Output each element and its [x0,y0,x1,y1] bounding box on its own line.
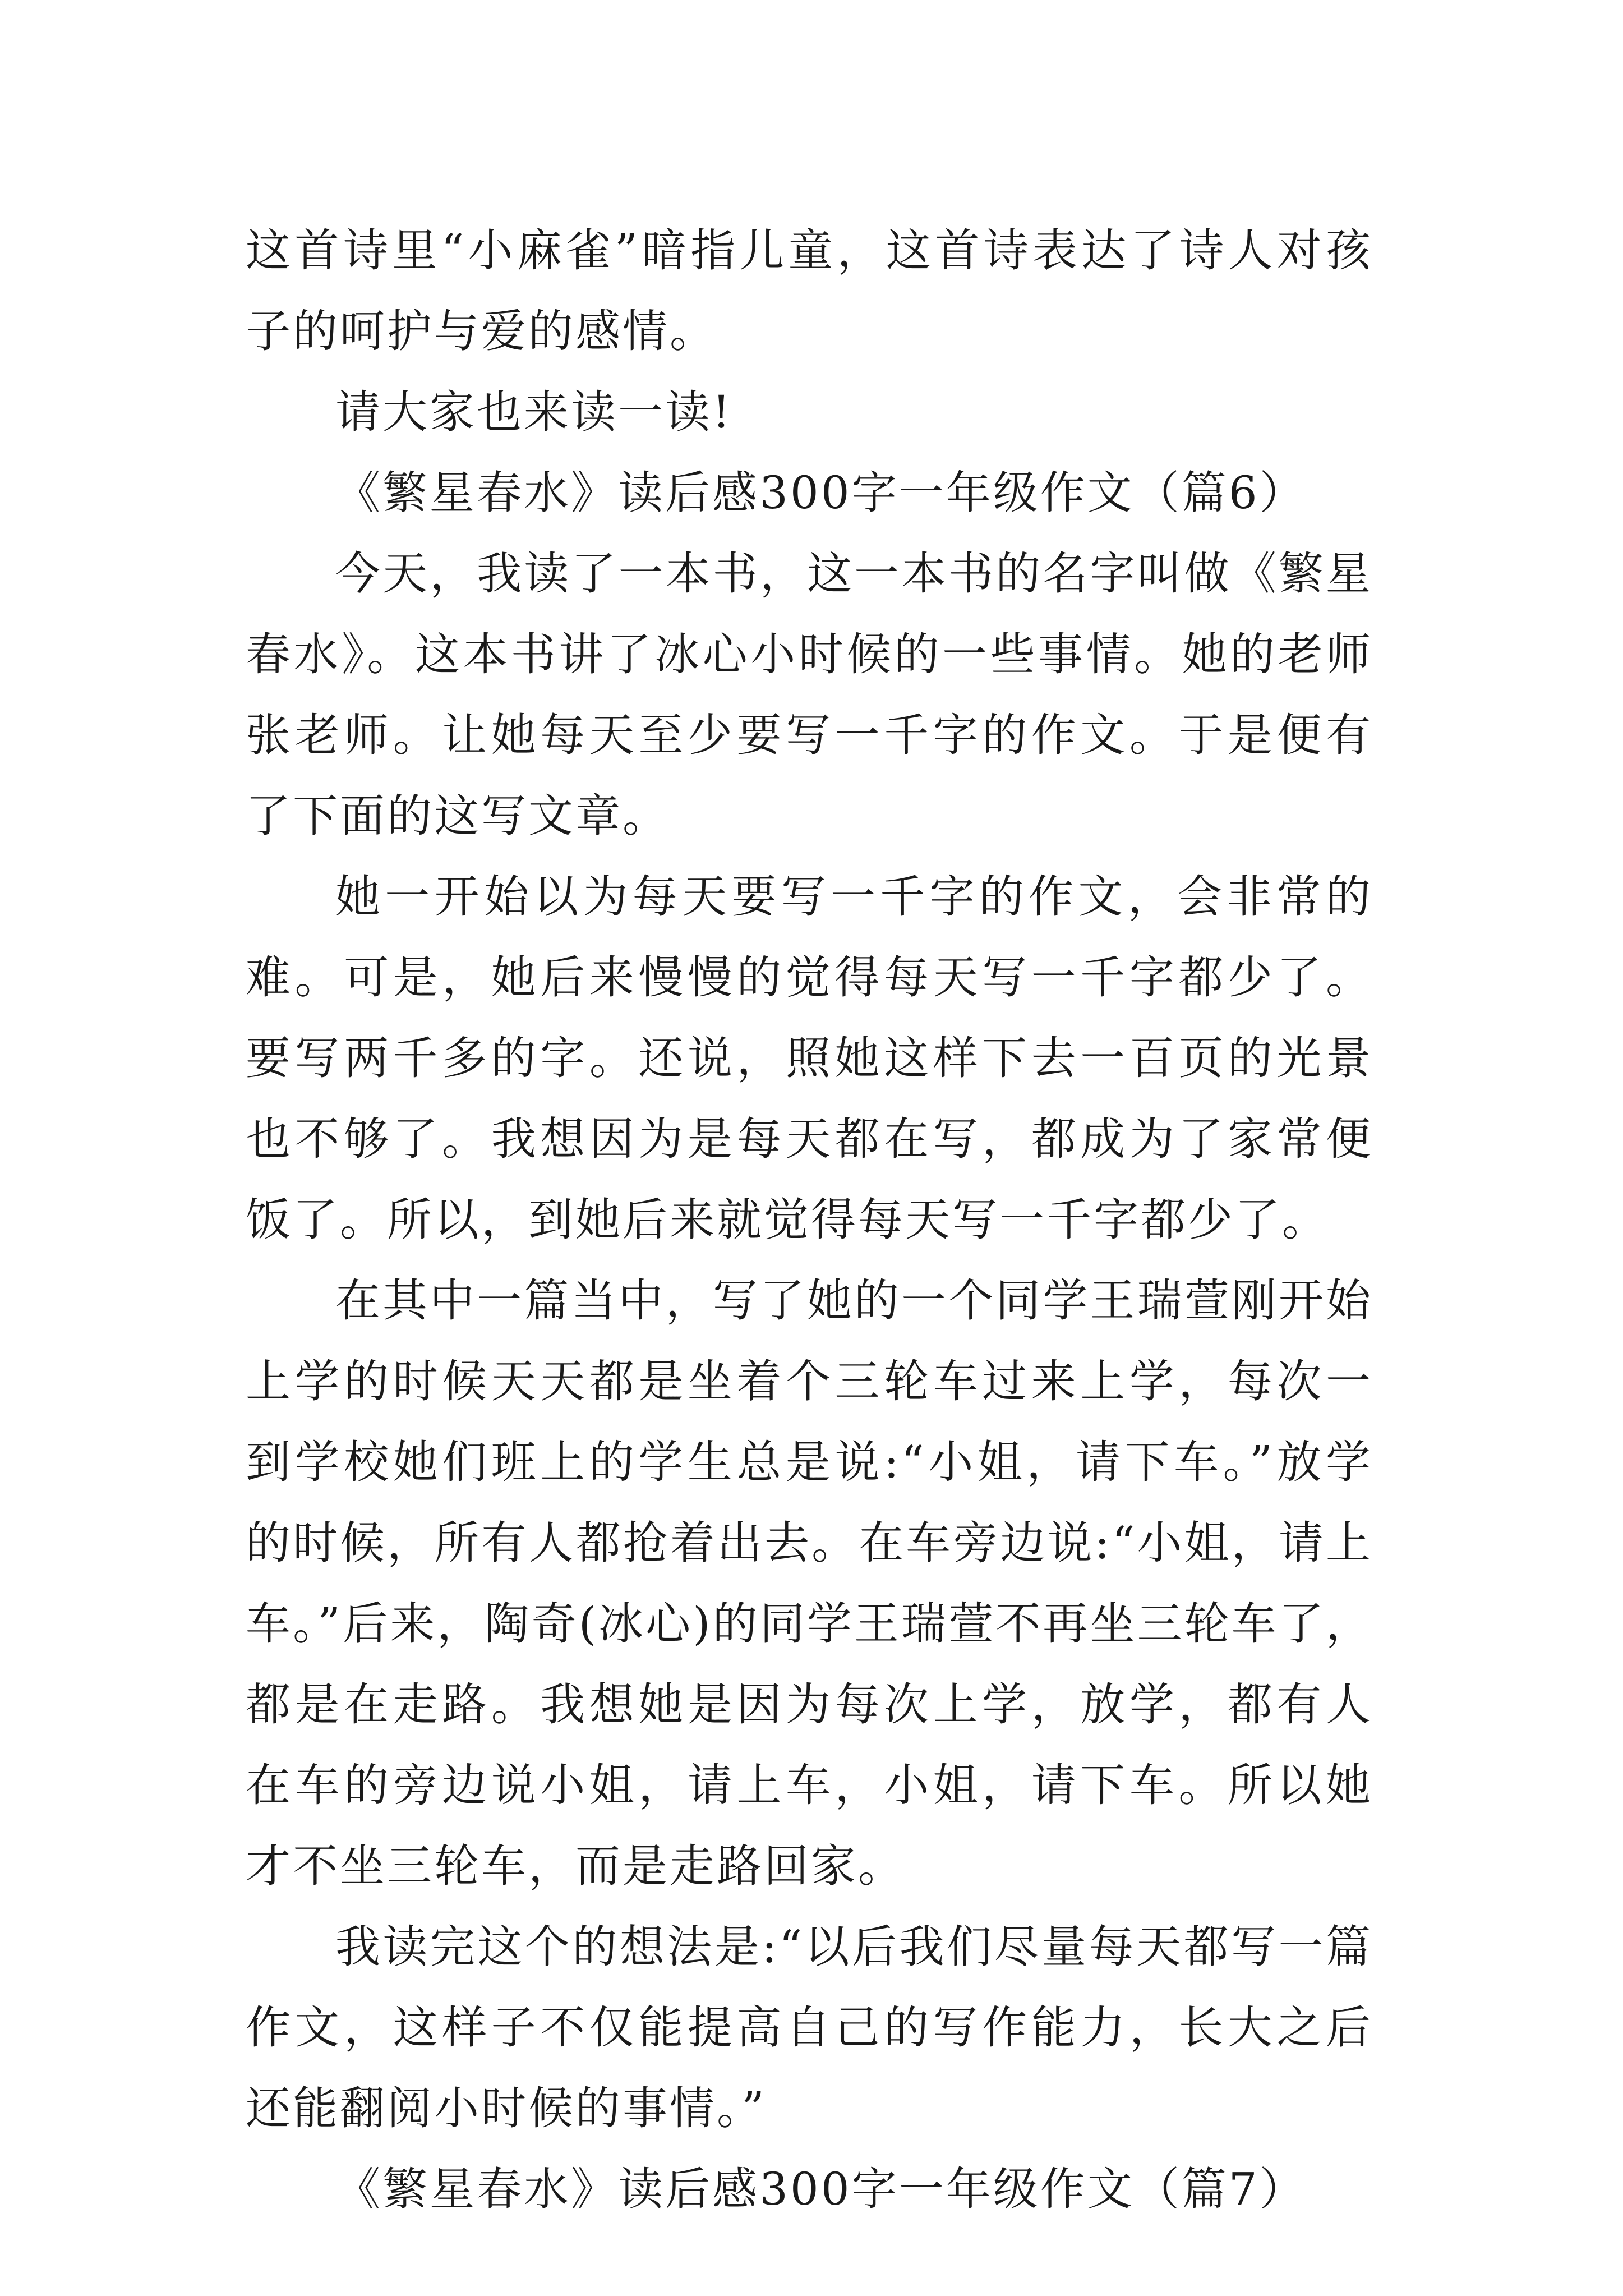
paragraph-book-intro: 今天，我读了一本书，这一本书的名字叫做《繁星春水》。这本书讲了冰心小时候的一些事情。她的老师张老师。让她每天至少要写一千字的作文。于是便有了下面的这写文章。 [246,547,1373,842]
paragraph-invitation: 请大家也来读一读! [335,386,733,438]
essay-heading-6: 《繁星春水》读后感300字一年级作文（篇6） [335,467,1307,519]
document-body [246,210,1373,2230]
essay-heading-7: 《繁星春水》读后感300字一年级作文（篇7） [335,2163,1307,2215]
paragraph-classmate-story: 在其中一篇当中，写了她的一个同学王瑞萱刚开始上学的时候天天都是坐着个三轮车过来上学，每次一到学校她们班上的学生总是说:“小姐，请下车。”放学的时候，所有人都抢着出去。在车旁边说:“小姐，请上车。”后来，陶奇(冰心)的同学王瑞萱不再坐三轮车了，都是在走路。我想她是因为每次上学，放学，都有人在车的旁边说小姐，请上车，小姐，请下车。所以她才不坐三轮车，而是走路回家。 [246,1274,1373,1892]
paragraph-poem-summary: 这首诗里“小麻雀”暗指儿童，这首诗表达了诗人对孩子的呵护与爱的感情。 [246,224,1373,357]
paragraph-reflection: 我读完这个的想法是:“以后我们尽量每天都写一篇作文，这样子不仅能提高自己的写作能力，长大之后还能翻阅小时候的事情。” [246,1921,1373,2134]
paragraph-writing-habit: 她一开始以为每天要写一千字的作文，会非常的难。可是，她后来慢慢的觉得每天写一千字都少了。要写两千多的字。还说，照她这样下去一百页的光景也不够了。我想因为是每天都在写，都成为了家常便饭了。所以，到她后来就觉得每天写一千字都少了。 [246,871,1373,1246]
